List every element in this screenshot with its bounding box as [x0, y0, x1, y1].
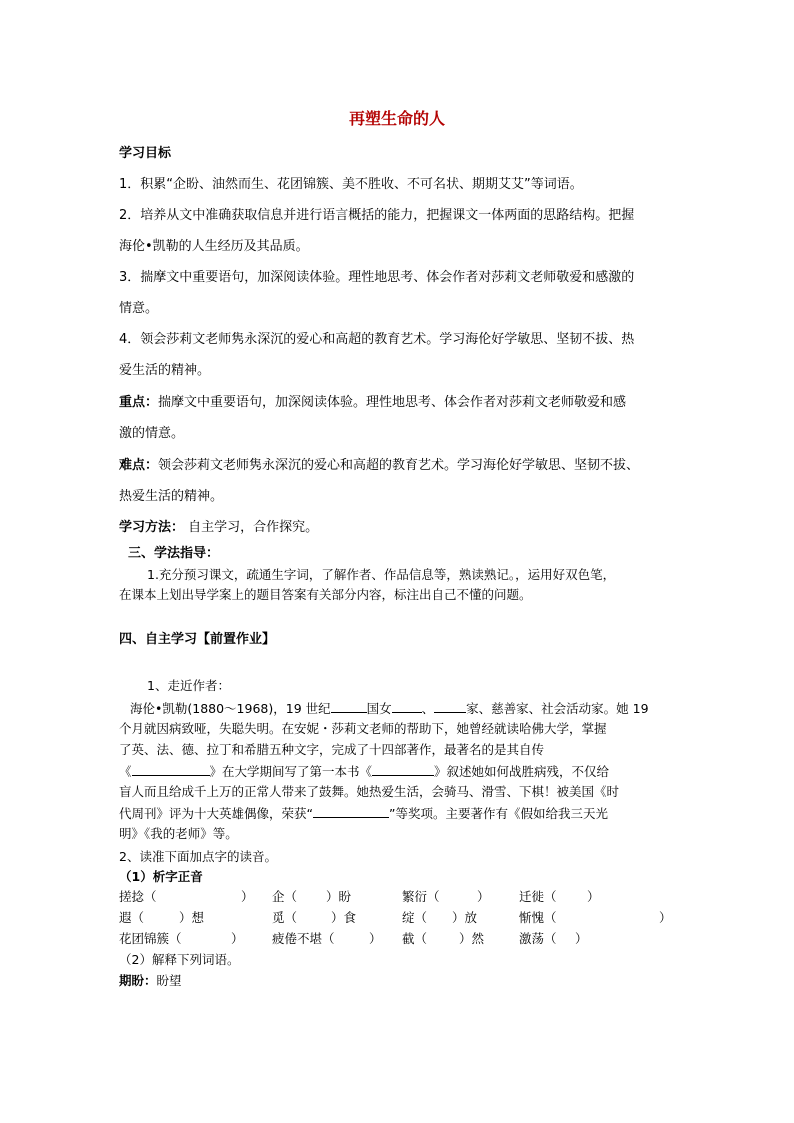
blank-award[interactable]	[313, 805, 389, 818]
pinyin-word: 觅（	[272, 910, 298, 925]
pinyin-word: 花团锦簇（	[119, 931, 182, 946]
pinyin-word: ）食	[331, 910, 357, 925]
author-line-3: 了英、法、德、拉丁和希腊五种文字，完成了十四部著作，最著名的是其自传	[119, 742, 545, 757]
document-title: 再塑生命的人	[348, 109, 445, 128]
guide-heading: 三、学法指导：	[128, 546, 220, 561]
part1-heading: （1）析字正音	[119, 869, 203, 884]
difficulty-line-1	[119, 458, 639, 474]
author-line-7: 明》《我的老师》等。	[119, 826, 238, 841]
author-line-6	[119, 805, 608, 822]
pinyin-word: ）	[587, 889, 600, 904]
author-heading: 1、走近作者：	[147, 678, 230, 693]
pinyin-word: ）	[241, 889, 254, 904]
key-points-text: 揣摩文中重要语句，加深阅读体验。理性地思考、体会作者对莎莉文老师敬爱和感	[158, 395, 627, 410]
term-text: 盼望	[156, 973, 182, 988]
author-text: 》在大学期间写了第一本书《	[209, 764, 373, 779]
objective-4-line-1: 4．领会莎莉文老师隽永深沉的爱心和高超的教育艺术。学习海伦好学敏思、坚韧不拔、热	[119, 332, 635, 347]
objective-3-line-2: 情意。	[119, 301, 159, 316]
pinyin-word: ）想	[179, 910, 205, 925]
key-points-line-1	[119, 395, 626, 411]
pinyin-word: 绽（	[402, 910, 428, 925]
pinyin-word: 繁衍（	[402, 889, 440, 904]
blank-profession-1[interactable]	[392, 700, 422, 713]
author-line-5: 盲人而且给成千上万的正常人带来了鼓舞。她热爱生活，会骑马、滑雪、下棋！被美国《时	[119, 784, 620, 799]
guide-line-2: 在课本上划出导学案上的题目答案有关部分内容，标注出自己不懂的问题。	[119, 587, 532, 602]
blank-first-book[interactable]	[372, 763, 434, 776]
objectives-heading: 学习目标	[119, 146, 172, 161]
author-line-1	[130, 700, 649, 717]
objective-4-line-2: 爱生活的精神。	[119, 363, 211, 378]
objective-3-line-1: 3．揣摩文中重要语句，加深阅读体验。理性地思考、体会作者对莎莉文老师敬爱和感激的	[119, 270, 635, 285]
pinyin-word: 激荡（	[519, 931, 557, 946]
objective-1: 1．积累“企盼、油然而生、花团锦簇、美不胜收、不可名状、期期艾艾”等词语。	[119, 177, 583, 192]
author-text: 、	[421, 701, 435, 716]
difficulty-line-2: 热爱生活的精神。	[119, 489, 224, 504]
pinyin-word: 疲倦不堪（	[272, 931, 335, 946]
reading-heading: 2、读准下面加点字的读音。	[119, 849, 277, 864]
method-line	[119, 520, 318, 536]
difficulty-text: 领会莎莉文老师隽永深沉的爱心和高超的教育艺术。学习海伦好学敏思、坚韧不拔、	[158, 458, 640, 473]
author-text: 海伦•凯勒(1880～1968)，19 世纪	[130, 701, 331, 716]
blank-country[interactable]	[331, 700, 367, 713]
pinyin-word: ）放	[452, 910, 478, 925]
pinyin-word: 截（	[402, 931, 428, 946]
key-points-line-2: 激的情意。	[119, 426, 185, 441]
term-label: 期盼：	[119, 973, 157, 988]
pinyin-word: 遐（	[119, 910, 145, 925]
method-label: 学习方法：	[119, 520, 185, 535]
author-text: 》叙述她如何战胜病残，不仅给	[434, 764, 610, 779]
author-text: 《	[119, 764, 132, 779]
difficulty-label: 难点：	[119, 458, 159, 473]
term-line	[119, 973, 182, 989]
pinyin-word: 搓捻（	[119, 889, 157, 904]
guide-line-1: 1.充分预习课文，疏通生字词，了解作者、作品信息等，熟读熟记。，运用好双色笔，	[147, 567, 616, 582]
pinyin-word: ）	[369, 931, 382, 946]
objective-2-line-2: 海伦•凯勒的人生经历及其品质。	[119, 239, 309, 254]
pinyin-word: ）	[575, 931, 588, 946]
author-text: 代周刊》评为十大英雄偶像，荣获“	[119, 806, 313, 821]
part2-heading: （2）解释下列词语。	[119, 952, 240, 967]
pinyin-word: 企（	[272, 889, 298, 904]
key-points-label: 重点：	[119, 395, 159, 410]
method-text: 自主学习，合作探究。	[188, 520, 319, 535]
pinyin-word: ）然	[459, 931, 485, 946]
pinyin-word: 迁徙（	[519, 889, 557, 904]
blank-profession-2[interactable]	[434, 700, 466, 713]
self-study-heading: 四、自主学习【前置作业】	[119, 632, 276, 647]
pinyin-word: 惭愧（	[519, 910, 557, 925]
author-line-2: 个月就因病致哑，失聪失明。在安妮・莎莉文老师的帮助下，她曾经就读哈佛大学，掌握	[119, 721, 607, 736]
pinyin-word: ）盼	[326, 889, 352, 904]
author-text: 国女	[366, 701, 392, 716]
objective-2-line-1: 2．培养从文中准确获取信息并进行语言概括的能力，把握课文一体两面的思路结构。把握	[119, 208, 635, 223]
pinyin-word: ）	[477, 889, 490, 904]
author-text: ”等奖项。主要著作有《假如给我三天光	[388, 806, 608, 821]
blank-autobiography[interactable]	[132, 763, 210, 776]
pinyin-word: ）	[231, 931, 244, 946]
author-line-4	[119, 763, 609, 780]
pinyin-word: ）	[659, 910, 672, 925]
author-text: 家、慈善家、社会活动家。她 19	[466, 701, 649, 716]
